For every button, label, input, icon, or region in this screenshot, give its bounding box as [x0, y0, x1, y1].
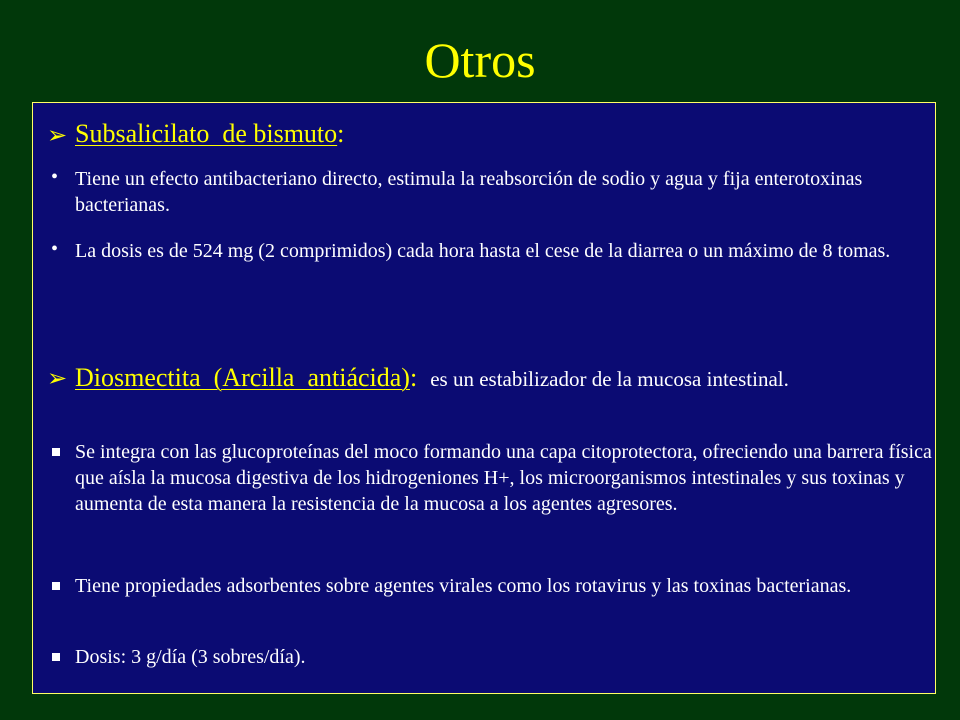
arrow-bullet-icon: ➢ — [47, 366, 68, 392]
section2-heading-text: Diosmectita (Arcilla antiácida) — [75, 363, 410, 392]
section2-bullet-1: Se integra con las glucoproteínas del moco formando una capa citoprotectora, ofreciendo una barrera física que aísla la mucosa digestiva de los hidrogeniones H+, los microorganismos intestinales y sus toxinas y aumenta de esta manera la resistencia de la mucosa a los agentes agresores. — [75, 441, 932, 515]
content-panel — [32, 102, 936, 694]
square-bullet-icon — [52, 582, 60, 590]
section2-heading-colon: : — [409, 363, 418, 392]
dot-bullet-icon: • — [51, 166, 59, 188]
square-bullet-icon — [52, 448, 60, 456]
section1-bullet-1: Tiene un efecto antibacteriano directo, estimula la reabsorción de sodio y agua y fija enterotoxinas bacterianas. — [75, 168, 863, 216]
dot-bullet-icon: • — [51, 238, 59, 260]
section1-heading-text: Subsalicilato de bismuto — [75, 119, 338, 148]
square-bullet-icon — [52, 653, 60, 661]
section2-heading — [75, 362, 915, 395]
section2-bullet-2: Tiene propiedades adsorbentes sobre agentes virales como los rotavirus y las toxinas bacterianas. — [75, 575, 852, 597]
section2-heading-rest: es un estabilizador de la mucosa intestinal. — [430, 367, 789, 391]
section1-heading-colon: : — [337, 119, 345, 148]
section1-heading — [75, 119, 915, 149]
section2-bullet-3: Dosis: 3 g/día (3 sobres/día). — [75, 646, 306, 668]
section1-bullet-2: La dosis es de 524 mg (2 comprimidos) cada hora hasta el cese de la diarrea o un máximo de 8 tomas. — [75, 240, 891, 262]
slide-title: Otros — [424, 32, 536, 88]
arrow-bullet-icon: ➢ — [47, 123, 68, 149]
